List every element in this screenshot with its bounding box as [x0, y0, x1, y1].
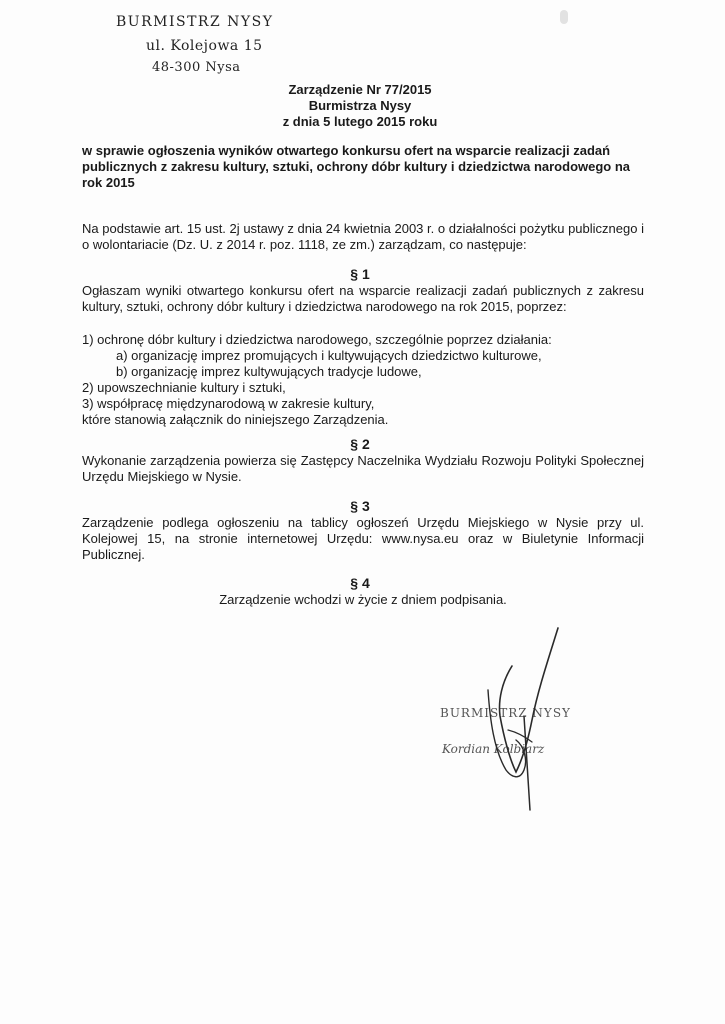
document-date: z dnia 5 lutego 2015 roku: [282, 114, 438, 129]
section-3-body: Zarządzenie podlega ogłoszeniu na tablicy ogłoszeń Urzędu Miejskiego w Nysie przy ul. Kolejowej 15, na stronie internetowej Urzędu: www.nysa.eu oraz w Biuletynie Informacji Publicznej.: [82, 515, 644, 562]
signature-stamp-title: BURMISTRZ NYSY: [440, 706, 571, 720]
document-title: Zarządzenie Nr 77/2015: [288, 82, 432, 97]
signature-stamp-person: Kordian Kolbiarz: [442, 742, 545, 756]
section-1-body: Ogłaszam wyniki otwartego konkursu ofert na wsparcie realizacji zadań publicznych z zakresu kultury, sztuki, ochrony dóbr kultury i dziedzictwa narodowego na rok 2015, poprzez:: [82, 283, 644, 314]
section-1-item: 2) upowszechnianie kultury i sztuki,: [82, 380, 286, 395]
section-1-item: 3) współpracę międzynarodową w zakresie kultury,: [82, 396, 375, 411]
section-1-item: 1) ochronę dóbr kultury i dziedzictwa narodowego, szczególnie poprzez działania:: [82, 332, 552, 347]
section-1-closing: które stanowią załącznik do niniejszego Zarządzenia.: [82, 412, 389, 427]
document-subject: w sprawie ogłoszenia wyników otwartego konkursu ofert na wsparcie realizacji zadań publicznych z zakresu kultury, sztuki, ochrony dóbr kultury i dziedzictwa narodowego na rok 2015: [82, 143, 631, 190]
letterhead-street: ul. Kolejowa 15: [146, 38, 263, 54]
scan-mark: [560, 10, 568, 24]
section-1-subitem: a) organizację imprez promujących i kultywujących dziedzictwo kulturowe,: [116, 348, 542, 363]
handwritten-signature: [420, 620, 620, 820]
section-3-heading: § 3: [350, 498, 370, 514]
section-4-heading: § 4: [350, 575, 370, 591]
letterhead-name: BURMISTRZ NYSY: [116, 14, 274, 30]
legal-basis: Na podstawie art. 15 ust. 2j ustawy z dnia 24 kwietnia 2003 r. o działalności pożytku publicznego i o wolontariacie (Dz. U. z 2014 r. poz. 1118, ze zm.) zarządzam, co następuje:: [82, 221, 644, 252]
section-2-body: Wykonanie zarządzenia powierza się Zastępcy Naczelnika Wydziału Rozwoju Polityki Społecznej Urzędu Miejskiego w Nysie.: [82, 453, 644, 484]
section-1-heading: § 1: [350, 266, 370, 282]
section-1-subitem: b) organizację imprez kultywujących tradycje ludowe,: [116, 364, 422, 379]
letterhead-city: 48-300 Nysa: [152, 60, 241, 75]
section-4-body: Zarządzenie wchodzi w życie z dniem podpisania.: [219, 592, 507, 607]
section-2-heading: § 2: [350, 436, 370, 452]
document-issuer: Burmistrza Nysy: [308, 98, 412, 113]
